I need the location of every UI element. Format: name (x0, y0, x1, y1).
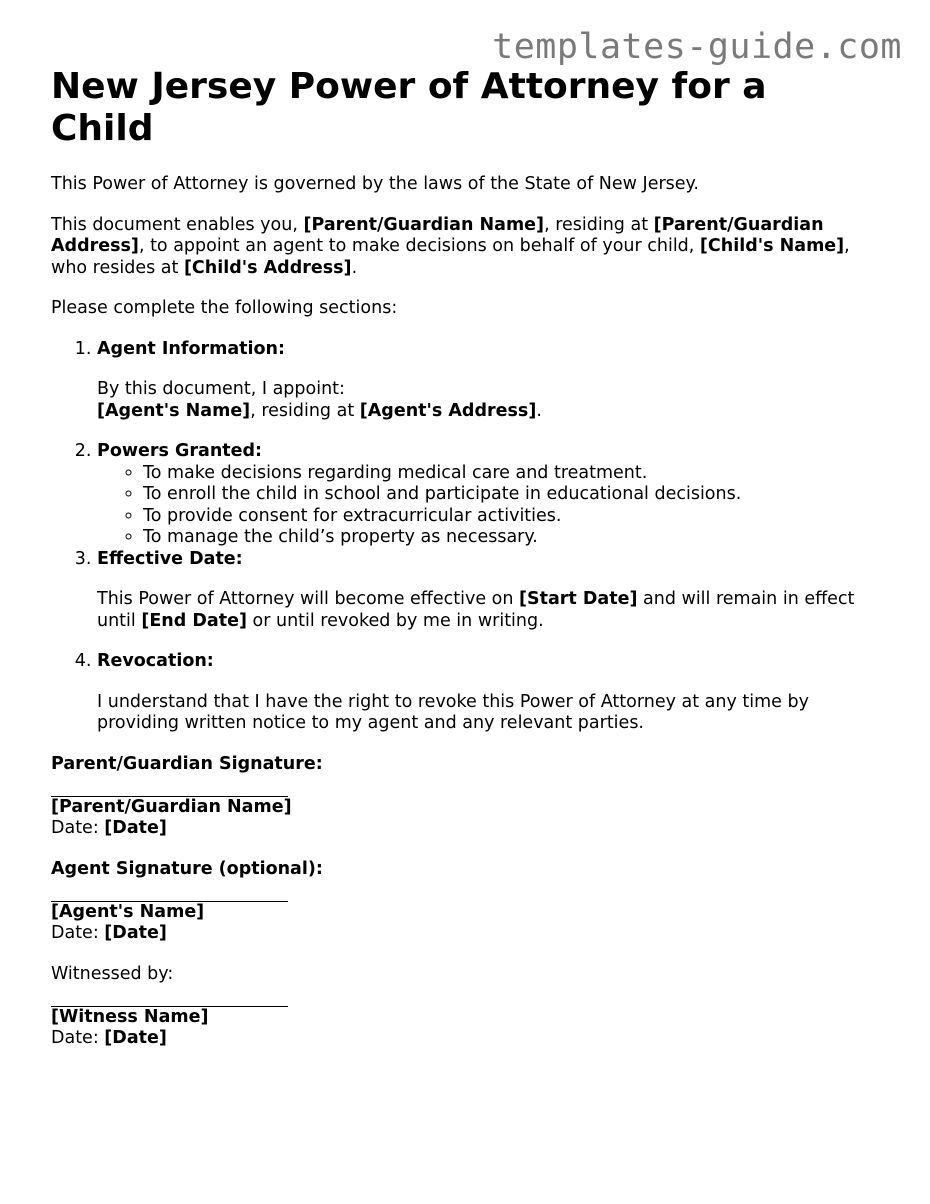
start-date-placeholder: [Start Date] (519, 589, 638, 609)
parent-signature-block (51, 754, 871, 840)
appoint-text: By this document, I appoint: (97, 379, 345, 399)
section-powers-granted (97, 441, 871, 549)
witness-signature-block (51, 964, 871, 1050)
list-item: ◦ To make decisions regarding medical care and treatment. (143, 463, 871, 485)
agent-name-placeholder: [Agent's Name] (97, 400, 251, 421)
section-agent-information (97, 339, 871, 423)
child-address-placeholder: [Child's Address] (183, 257, 352, 278)
site-watermark: templates-guide.com (492, 27, 902, 67)
list-item: ◦ To manage the child’s property as necessary. (143, 527, 871, 549)
section-title: Revocation: (97, 651, 214, 671)
complete-prompt: Please complete the following sections: (51, 298, 398, 318)
powers-list (97, 463, 871, 549)
date-label: Date: (51, 1028, 105, 1048)
enable-text-5: . (351, 257, 358, 278)
signer-name-placeholder: [Witness Name] (51, 1006, 209, 1027)
date-placeholder: [Date] (104, 1028, 167, 1048)
date-placeholder: [Date] (104, 818, 167, 838)
enable-text-1: This document enables you, (51, 214, 304, 235)
date-placeholder: [Date] (104, 923, 167, 943)
effective-text-3: or until revoked by me in writing. (246, 610, 544, 631)
signature-heading: Agent Signature (optional): (51, 858, 323, 879)
effective-date-text (97, 589, 871, 632)
child-name-placeholder: [Child's Name] (699, 236, 845, 256)
section-revocation (97, 651, 871, 735)
enable-text-3: , to appoint an agent to make decisions on behalf of your child, (138, 236, 700, 256)
signature-line[interactable] (51, 775, 288, 797)
agent-appointment (97, 379, 871, 422)
date-label: Date: (51, 923, 105, 943)
revocation-text: I understand that I have the right to revoke this Power of Attorney at any time by providing written notice to my agent and any relevant parties. (97, 691, 809, 733)
signature-heading: Witnessed by: (51, 963, 174, 984)
section-title: Powers Granted: (97, 441, 263, 461)
agent-residing-text: , residing at (250, 400, 360, 421)
end-date-placeholder: [End Date] (141, 610, 247, 631)
signer-name-placeholder: [Agent's Name] (51, 901, 205, 922)
agent-end-text: . (536, 400, 542, 421)
enablement-paragraph (51, 215, 871, 280)
list-item: ◦ To enroll the child in school and participate in educational decisions. (143, 484, 871, 506)
parent-name-placeholder: [Parent/Guardian Name] (303, 214, 545, 235)
signature-line[interactable] (51, 880, 288, 902)
signature-line[interactable] (51, 985, 288, 1007)
document-title: New Jersey Power of Attorney for a Child (51, 66, 767, 149)
enable-text-4: , who resides at (51, 236, 850, 278)
sections-list (51, 339, 871, 735)
document-page (51, 66, 871, 1069)
signature-heading: Parent/Guardian Signature: (51, 753, 323, 774)
agent-signature-block (51, 859, 871, 945)
enable-text-2: , residing at (544, 214, 654, 235)
agent-address-placeholder: [Agent's Address] (359, 400, 537, 421)
date-label: Date: (51, 818, 105, 838)
section-effective-date (97, 549, 871, 633)
section-title: Agent Information: (97, 338, 285, 359)
section-title: Effective Date: (97, 548, 243, 569)
effective-text-2: and will remain in effect until (97, 589, 855, 631)
effective-text-1: This Power of Attorney will become effective on (97, 589, 520, 609)
signer-name-placeholder: [Parent/Guardian Name] (51, 796, 292, 817)
governing-law-paragraph: This Power of Attorney is governed by the laws of the State of New Jersey. (51, 174, 699, 194)
list-item: ◦ To provide consent for extracurricular activities. (143, 506, 871, 528)
parent-address-placeholder: [Parent/Guardian Address] (51, 214, 824, 256)
